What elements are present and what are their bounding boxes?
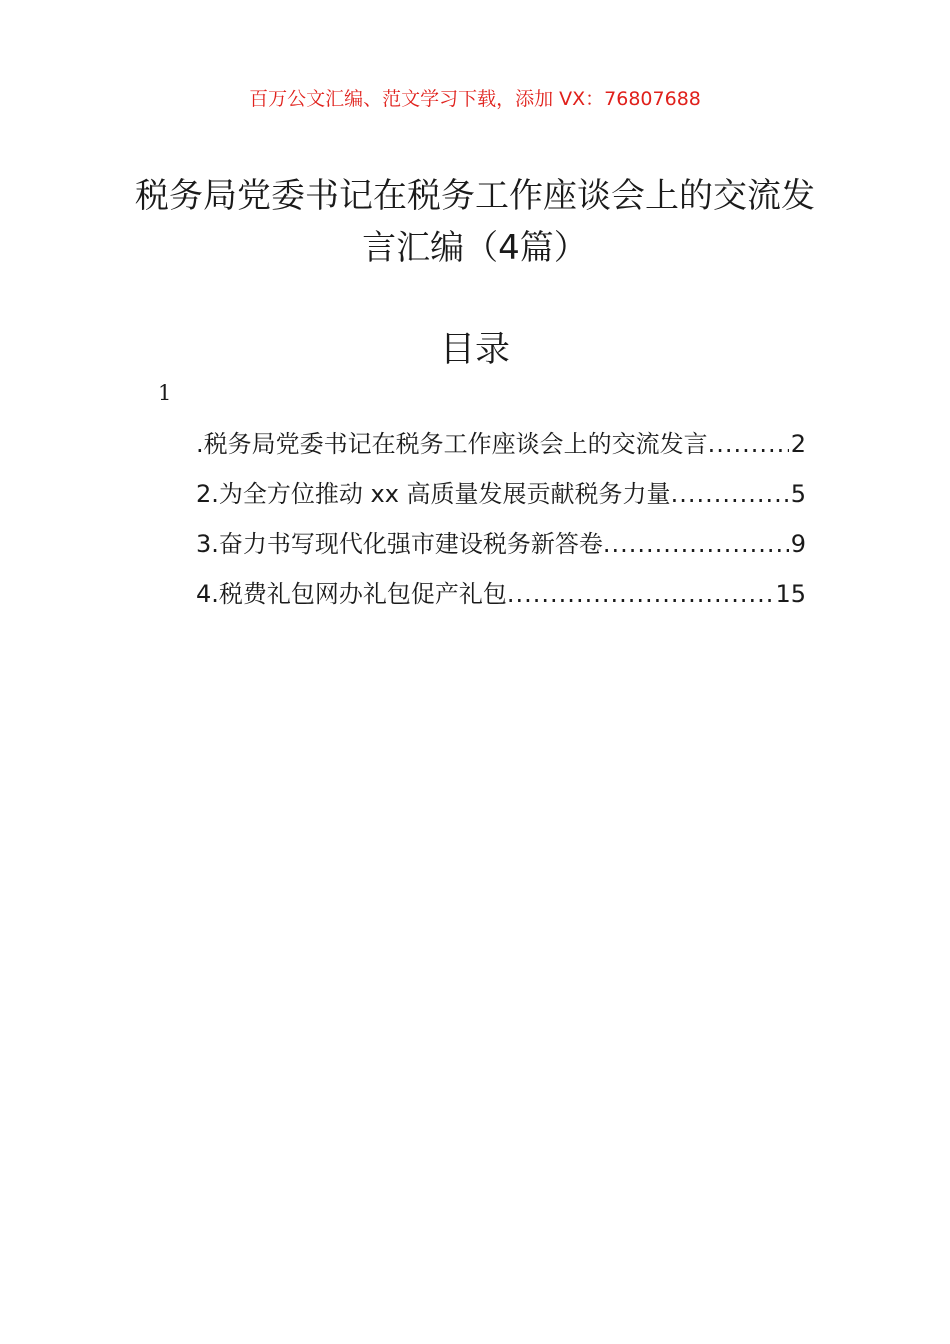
toc-entry-page: 15: [775, 580, 806, 608]
toc-entry-text: 2.为全方位推动 xx 高质量发展贡献税务力量: [196, 480, 671, 508]
toc-heading: 目录: [439, 330, 510, 370]
table-of-contents: [196, 424, 806, 624]
toc-entry-text: .税务局党委书记在税务工作座谈会上的交流发言: [196, 430, 708, 458]
toc-dot-leader: [708, 424, 789, 464]
toc-entry-4[interactable]: [196, 574, 806, 624]
toc-entry-page: 9: [790, 530, 806, 558]
toc-entry-page: 2: [790, 430, 806, 458]
toc-dot-leader: [507, 574, 774, 614]
header-banner: 百万公文汇编、范文学习下载，添加 VX：76807688: [249, 88, 701, 110]
toc-entry-1[interactable]: [196, 424, 806, 474]
toc-entry-3[interactable]: [196, 524, 806, 574]
stray-number: 1: [158, 381, 172, 405]
toc-entry-page: 5: [790, 480, 806, 508]
document-title: 税务局党委书记在税务工作座谈会上的交流发言汇编（4篇）: [135, 176, 815, 268]
toc-entry-text: 3.奋力书写现代化强市建设税务新答卷: [196, 530, 603, 558]
toc-entry-2[interactable]: [196, 474, 806, 524]
toc-dot-leader: [671, 474, 789, 514]
toc-dot-leader: [603, 524, 789, 564]
toc-entry-text: 4.税费礼包网办礼包促产礼包: [196, 580, 507, 608]
